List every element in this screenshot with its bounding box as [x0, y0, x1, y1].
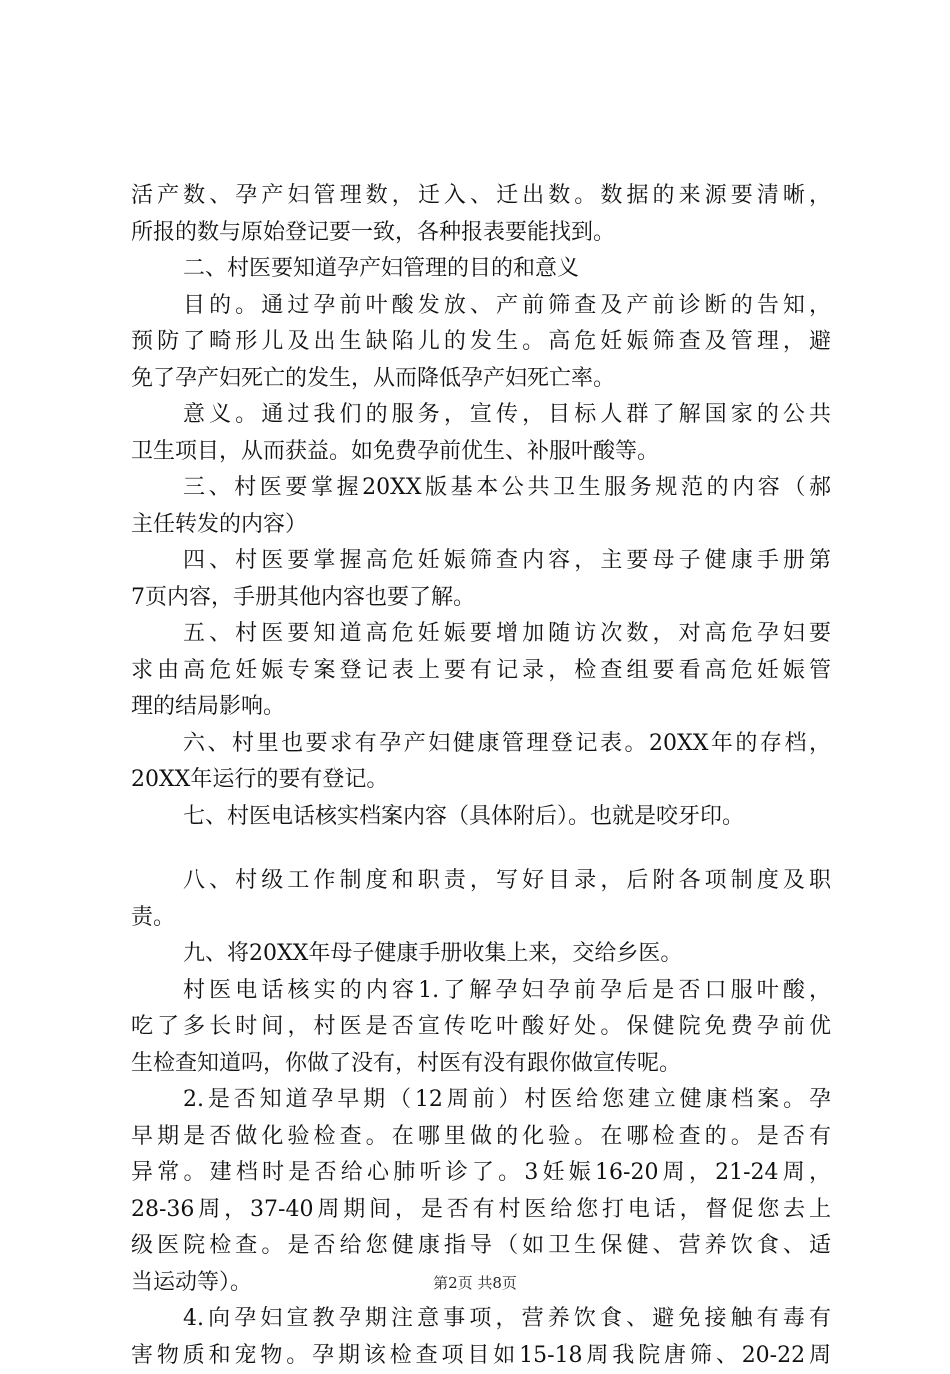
text-line: 当运动等）。	[131, 1265, 831, 1302]
section-7	[131, 799, 831, 836]
paragraph-verification-item-2	[131, 1082, 831, 1301]
text-line: 预防了畸形儿及出生缺陷儿的发生。高危妊娠筛查及管理，避	[131, 324, 831, 361]
text-line: 异常。建档时是否给心肺听诊了。3妊娠16-20周，21-24周，	[131, 1155, 831, 1192]
text-line: 八、村级工作制度和职责，写好目录，后附各项制度及职	[131, 863, 831, 900]
text-line: 二、村医要知道孕产妇管理的目的和意义	[131, 251, 831, 288]
text-line: 求由高危妊娠专案登记表上要有记录，检查组要看高危妊娠管	[131, 653, 831, 690]
section-heading-2	[131, 251, 831, 288]
text-line: 六、村里也要求有孕产妇健康管理登记表。20XX年的存档，	[131, 726, 831, 763]
blank-line	[131, 835, 831, 863]
text-line: 害物质和宠物。孕期该检查项目如15-18周我院唐筛、20-22周	[131, 1338, 831, 1374]
text-line: 2.是否知道孕早期（12周前）村医给您建立健康档案。孕	[131, 1082, 831, 1119]
paragraph-meaning	[131, 397, 831, 470]
text-line: 四、村医要掌握高危妊娠筛查内容，主要母子健康手册第	[131, 543, 831, 580]
section-6	[131, 726, 831, 799]
paragraph-verification-item-4	[131, 1301, 831, 1374]
text-line: 吃了多长时间，村医是否宣传吃叶酸好处。保健院免费孕前优	[131, 1009, 831, 1046]
text-line: 主任转发的内容）	[131, 507, 831, 544]
text-line: 五、村医要知道高危妊娠要增加随访次数，对高危孕妇要	[131, 616, 831, 653]
text-line: 4.向孕妇宣教孕期注意事项，营养饮食、避免接触有毒有	[131, 1301, 831, 1338]
paragraph-phone-verification	[131, 973, 831, 1083]
text-line: 20XX年运行的要有登记。	[131, 762, 831, 799]
section-5	[131, 616, 831, 726]
text-line: 目的。通过孕前叶酸发放、产前筛查及产前诊断的告知，	[131, 288, 831, 325]
text-line: 级医院检查。是否给您健康指导（如卫生保健、营养饮食、适	[131, 1228, 831, 1265]
text-line: 28-36周，37-40周期间，是否有村医给您打电话，督促您去上	[131, 1192, 831, 1229]
text-line: 活产数、孕产妇管理数，迁入、迁出数。数据的来源要清晰，	[131, 178, 831, 215]
section-4	[131, 543, 831, 616]
paragraph-statistics	[131, 178, 831, 251]
text-line: 生检查知道吗，你做了没有，村医有没有跟你做宣传呢。	[131, 1046, 831, 1083]
text-line: 意义。通过我们的服务，宣传，目标人群了解国家的公共	[131, 397, 831, 434]
text-line: 早期是否做化验检查。在哪里做的化验。在哪检查的。是否有	[131, 1119, 831, 1156]
text-line: 村医电话核实的内容1.了解孕妇孕前孕后是否口服叶酸，	[131, 973, 831, 1010]
text-line: 所报的数与原始登记要一致，各种报表要能找到。	[131, 215, 831, 252]
text-line: 七、村医电话核实档案内容（具体附后）。也就是咬牙印。	[131, 799, 831, 836]
document-body	[131, 178, 831, 1374]
section-9	[131, 936, 831, 973]
paragraph-purpose	[131, 288, 831, 398]
text-line: 免了孕产妇死亡的发生，从而降低孕产妇死亡率。	[131, 361, 831, 398]
text-line: 责。	[131, 900, 831, 937]
text-line: 九、将20XX年母子健康手册收集上来，交给乡医。	[131, 936, 831, 973]
text-line: 卫生项目，从而获益。如免费孕前优生、补服叶酸等。	[131, 434, 831, 471]
text-line: 三、村医要掌握20XX版基本公共卫生服务规范的内容（郝	[131, 470, 831, 507]
text-line: 7页内容，手册其他内容也要了解。	[131, 580, 831, 617]
text-line: 理的结局影响。	[131, 689, 831, 726]
page-number-footer: 第2页 共8页	[0, 1272, 950, 1293]
section-8	[131, 863, 831, 936]
section-3	[131, 470, 831, 543]
